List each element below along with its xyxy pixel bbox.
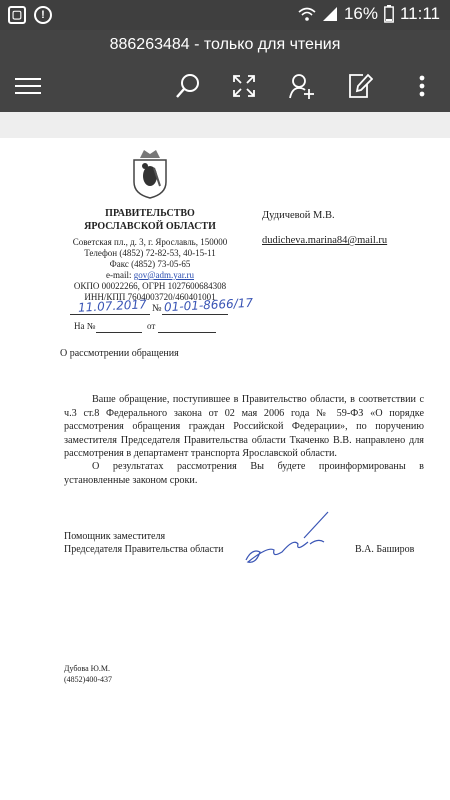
executor-phone: (4852)400-437 — [64, 675, 112, 684]
org-email-link[interactable]: gov@adm.yar.ru — [133, 270, 195, 280]
org-name-line1: ПРАВИТЕЛЬСТВО — [105, 208, 195, 219]
more-icon[interactable] — [404, 68, 440, 104]
fullscreen-icon[interactable] — [226, 68, 262, 104]
ref-label: На № — [74, 321, 96, 331]
executor-name: Дубова Ю.М. — [64, 664, 110, 673]
letter-paragraph-2: О результатах рассмотрения Вы будете проинформированы в установленные законом сроки. — [64, 461, 424, 486]
menu-icon[interactable] — [10, 68, 46, 104]
search-icon[interactable] — [170, 68, 206, 104]
org-okpo: ОКПО 00022266, ОГРН 1027600684308 — [73, 281, 227, 291]
ref-number-line — [96, 332, 142, 333]
signal-icon — [322, 6, 338, 22]
recipient-email[interactable]: dudicheva.marina84@mail.ru — [262, 235, 388, 246]
date-underline — [70, 314, 150, 315]
number-underline — [162, 314, 228, 315]
signer-position-line2: Председателя Правительства области — [64, 544, 224, 555]
edit-icon[interactable] — [342, 68, 378, 104]
letter-paragraph-1: Ваше обращение, поступившее в Правительство области, в соответствии с ч.3 ст.8 Федерального закона от 02 мая 2006 года № 59-ФЗ «О порядке рассмотрения обращения граждан Российской Федерации», по поручению заместителя Председателя Правительства области Ткаченко В.В. направлено для рассмотрения в департамент транспорта Ярославской области. — [64, 394, 424, 459]
org-email-line — [40, 270, 260, 280]
ref-date-line — [158, 332, 216, 333]
add-person-icon[interactable] — [284, 68, 320, 104]
clock: 11:11 — [399, 4, 440, 23]
signer-position-line1: Помощник заместителя — [64, 531, 166, 542]
email-label: e-mail: — [105, 270, 132, 280]
status-bar — [0, 0, 450, 30]
letter-subject: О рассмотрении обращения — [60, 348, 179, 359]
toolbar — [0, 60, 450, 112]
gallery-notification-icon: ▢ — [8, 6, 26, 24]
handwritten-number: 01-01-8666/17 — [163, 295, 254, 315]
org-phone: Телефон (4852) 72-82-53, 40-15-11 — [84, 248, 216, 258]
number-sign: № — [152, 303, 162, 314]
handwritten-date: 11.07.2017 — [77, 297, 148, 315]
handwritten-signature — [238, 508, 338, 570]
battery-icon — [384, 5, 394, 23]
org-name-line2: ЯРОСЛАВСКОЙ ОБЛАСТИ — [84, 221, 216, 232]
signer-name: В.А. Баширов — [355, 544, 415, 555]
document-page — [0, 138, 450, 800]
battery-percent: 16% — [343, 4, 378, 23]
ref-from-label: от — [147, 321, 156, 331]
document-title: 886263484 - только для чтения — [0, 30, 450, 60]
page-gap — [0, 112, 450, 138]
org-inn: ИНН/КПП 7604003720/460401001 — [84, 292, 216, 302]
alert-notification-icon: ! — [34, 6, 52, 24]
recipient-name: Дудичевой М.В. — [262, 210, 335, 221]
coat-of-arms-emblem — [130, 148, 170, 200]
org-address: Советская пл., д. 3, г. Ярославль, 150000 — [72, 237, 228, 247]
org-fax: Факс (4852) 73-05-65 — [109, 259, 191, 269]
wifi-icon — [298, 6, 316, 22]
